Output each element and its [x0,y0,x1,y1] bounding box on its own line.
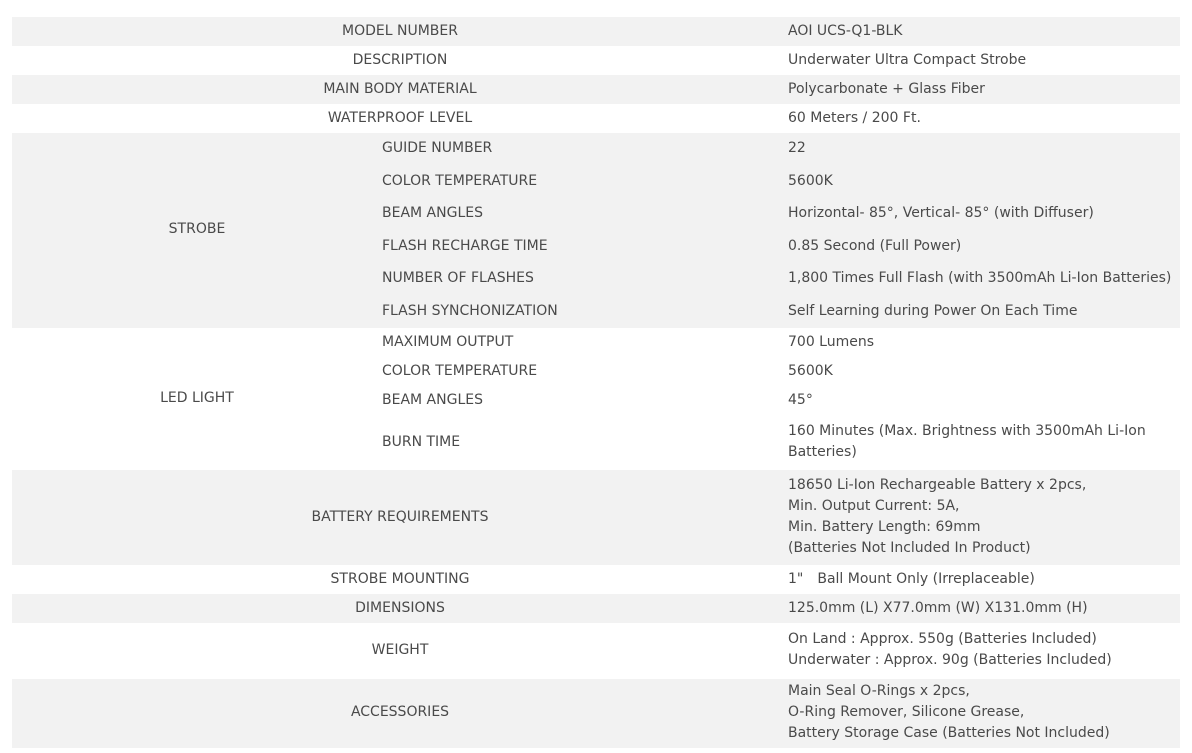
spec-row-accessories [12,679,1180,748]
spec-value: 5600K [788,173,833,189]
spec-label: WEIGHT [371,642,429,658]
spec-group-strobe [12,133,1180,328]
spec-value: 45° [788,392,813,408]
spec-sub-label: COLOR TEMPERATURE [382,173,538,189]
spec-sub-label: BEAM ANGLES [382,392,483,408]
spec-value: 60 Meters / 200 Ft. [788,110,921,126]
group-label: LED LIGHT [160,390,234,406]
value-line: 18650 Li-Ion Rechargeable Battery x 2pcs, [788,477,1087,493]
specification-table [12,17,1180,748]
spec-sub-label: MAXIMUM OUTPUT [382,334,514,350]
spec-row-waterproof-level [12,104,1180,133]
spec-label: DIMENSIONS [355,600,445,616]
spec-value-multiline [788,629,1112,671]
spec-value: 5600K [788,363,833,379]
spec-sub-label: FLASH SYNCHONIZATION [382,303,558,319]
spec-row-dimensions [12,594,1180,623]
spec-value: 22 [788,140,806,156]
spec-label: ACCESSORIES [350,704,450,720]
spec-value: Polycarbonate + Glass Fiber [788,81,985,97]
spec-value: 1,800 Times Full Flash (with 3500mAh Li-Ion Batteries) [788,270,1172,286]
spec-value-multiline [788,421,1146,463]
value-line: Underwater : Approx. 90g (Batteries Included) [788,652,1112,668]
spec-row-battery-requirements [12,470,1180,565]
spec-sub-label: GUIDE NUMBER [382,140,493,156]
value-line: Main Seal O-Rings x 2pcs, [788,683,970,699]
value-line: Min. Output Current: 5A, [788,498,960,514]
value-line: Min. Battery Length: 69mm [788,519,981,535]
value-line: O-Ring Remover, Silicone Grease, [788,704,1025,720]
spec-row-model-number [12,17,1180,46]
spec-sub-label: COLOR TEMPERATURE [382,363,538,379]
spec-row-description [12,46,1180,75]
spec-value-multiline [788,475,1086,559]
spec-label: BATTERY REQUIREMENTS [311,509,489,525]
spec-sub-label: BEAM ANGLES [382,205,483,221]
spec-value: Horizontal- 85°, Vertical- 85° (with Diffuser) [788,205,1094,221]
value-line: 160 Minutes (Max. Brightness with 3500mAh Li-Ion [788,423,1146,439]
spec-label: DESCRIPTION [352,52,448,68]
value-line: On Land : Approx. 550g (Batteries Included) [788,631,1097,647]
spec-value: 0.85 Second (Full Power) [788,238,962,254]
value-line: Batteries) [788,444,857,460]
spec-row-weight [12,623,1180,679]
spec-label: WATERPROOF LEVEL [327,110,473,126]
group-label: STROBE [168,221,226,237]
spec-value-multiline [788,681,1110,744]
spec-group-led-light [12,328,1180,470]
spec-row-strobe-mounting [12,565,1180,594]
value-line: Battery Storage Case (Batteries Not Included) [788,725,1110,741]
spec-label: MAIN BODY MATERIAL [323,81,477,97]
spec-row-body-material [12,75,1180,104]
spec-value: Underwater Ultra Compact Strobe [788,52,1027,68]
spec-sub-label: FLASH RECHARGE TIME [382,238,548,254]
spec-value: 125.0mm (L) X77.0mm (W) X131.0mm (H) [788,600,1088,616]
spec-value: Self Learning during Power On Each Time [788,303,1078,319]
spec-label: STROBE MOUNTING [330,571,470,587]
spec-value: AOI UCS-Q1-BLK [788,23,903,39]
spec-sub-label: BURN TIME [382,434,461,450]
value-line: (Batteries Not Included In Product) [788,540,1031,556]
spec-value: 1" Ball Mount Only (Irreplaceable) [788,571,1035,587]
spec-sub-label: NUMBER OF FLASHES [382,270,534,286]
spec-label: MODEL NUMBER [342,23,458,39]
spec-value: 700 Lumens [788,334,875,350]
